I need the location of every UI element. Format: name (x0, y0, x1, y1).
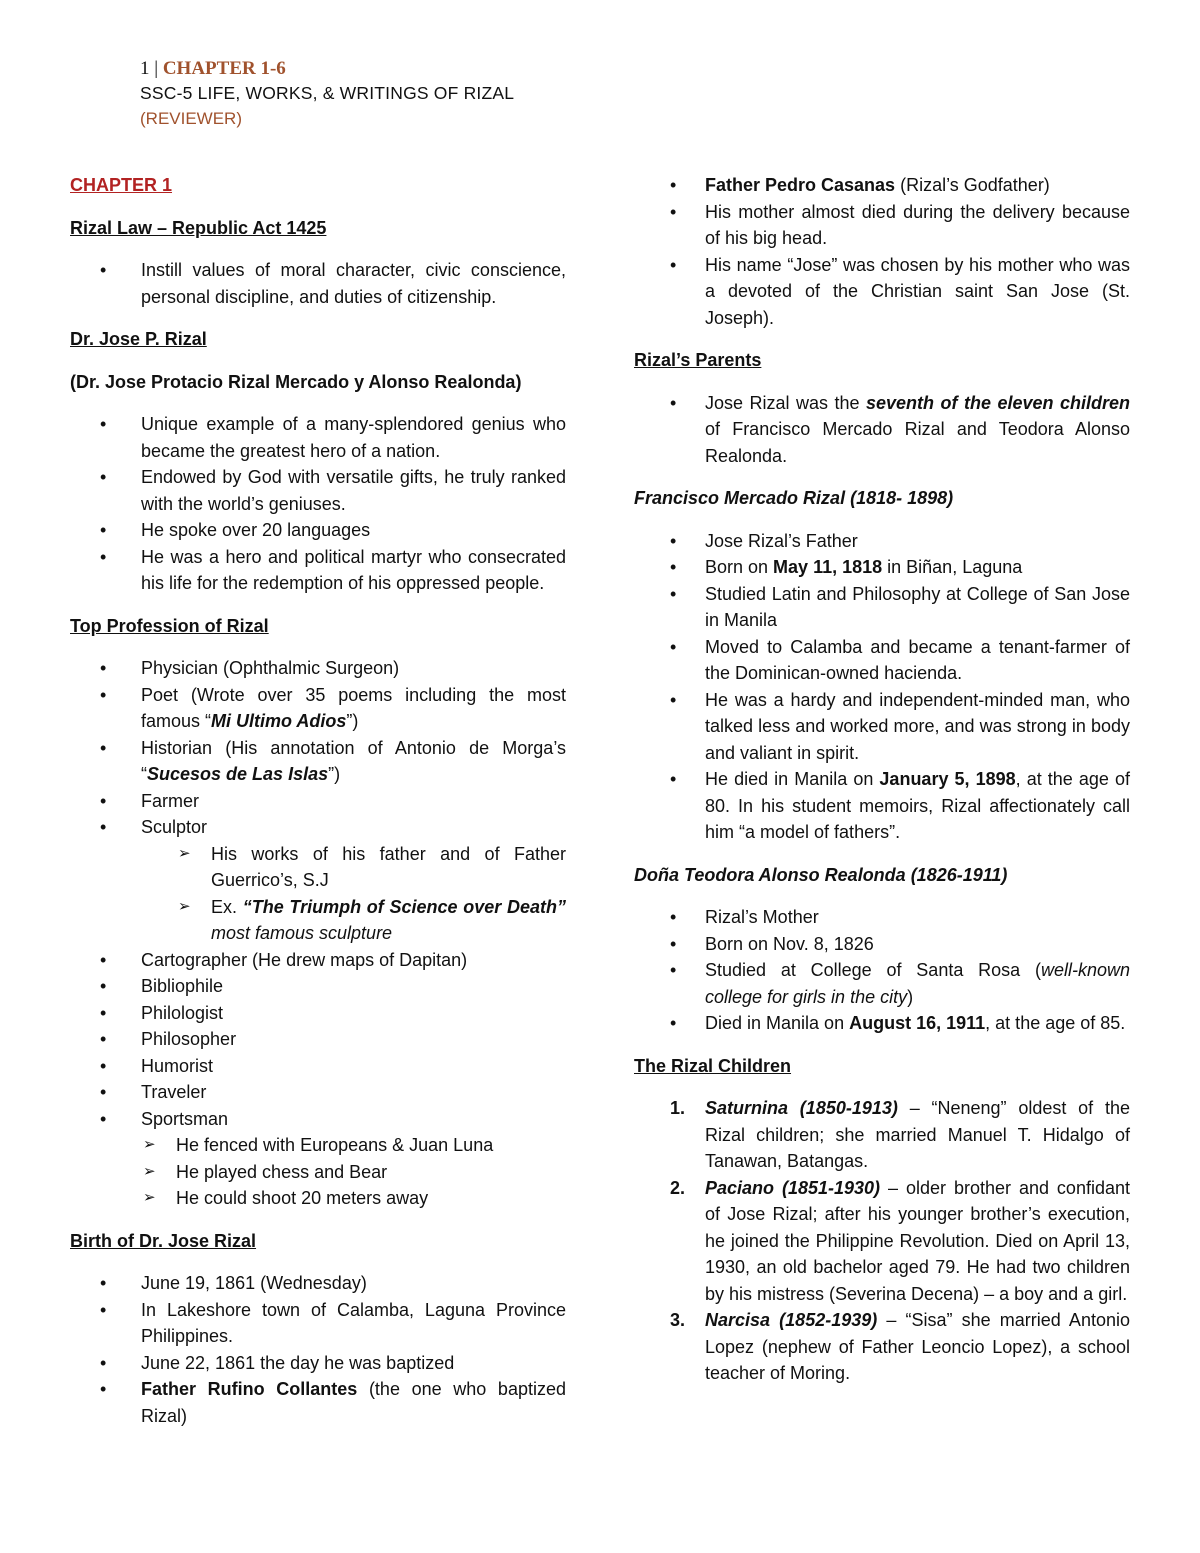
father-heading: Francisco Mercado Rizal (1818- 1898) (634, 488, 954, 508)
profession-heading: Top Profession of Rizal (70, 615, 269, 636)
died-text-end: , at the age of 85. (985, 1013, 1126, 1033)
chapter-heading: CHAPTER 1 (70, 175, 173, 195)
list-item: • He spoke over 20 languages (70, 517, 566, 544)
birth-list-continued (634, 172, 1130, 331)
parents-text: Jose Rizal was the (705, 392, 866, 413)
child-number: 3. (670, 1310, 686, 1330)
parents-emphasis: seventh of the eleven children (866, 392, 1130, 413)
died-text: He died in Manila on (705, 769, 880, 789)
sub-item: ➢ His works of his father and of Father Guerrico’s, S.J (141, 841, 566, 894)
parents-text-end: of Francisco Mercado Rizal and Teodora Alonso Realonda. (705, 419, 1130, 466)
rizal-law-heading: Rizal Law – Republic Act 1425 (70, 217, 327, 238)
parents-list (634, 390, 1130, 470)
mother-list (634, 904, 1130, 1037)
list-item (70, 1106, 566, 1212)
birth-heading: Birth of Dr. Jose Rizal (70, 1230, 257, 1251)
list-item: • Instill values of moral character, civic conscience, personal discipline, and duties of citizenship. (70, 257, 566, 310)
poet-text-end: ”) (346, 711, 359, 731)
list-item (70, 1376, 566, 1429)
page-number: 1 | (140, 58, 163, 79)
poem-title: Mi Ultimo Adios (211, 711, 347, 731)
parents-heading: Rizal’s Parents (634, 350, 762, 370)
chapter-range: CHAPTER 1-6 (162, 58, 286, 79)
list-item: • He was a hardy and independent-minded man, who talked less and worked more, and was strong in body and valiant in spirit. (634, 687, 1130, 767)
right-column (634, 172, 1130, 1387)
poet-text: Poet (Wrote over 35 poems including the most famous “ (141, 684, 566, 731)
header-title (140, 56, 514, 81)
list-item: • Jose Rizal’s Father (634, 528, 1130, 555)
list-item (70, 814, 566, 947)
list-item: • June 22, 1861 the day he was baptized (70, 1350, 566, 1377)
born-date: May 11, 1818 (773, 557, 883, 577)
sub-text-end: most famous sculpture (211, 923, 393, 943)
historian-text-end: ”) (328, 764, 341, 784)
reviewer-label: (REVIEWER) (140, 109, 242, 128)
sculpture-title: “The Triumph of Science over Death” (242, 896, 566, 917)
child-name: Paciano (1851-1930) (705, 1177, 881, 1198)
studied-text-end: ) (907, 986, 914, 1007)
list-item: • Rizal’s Mother (634, 904, 1130, 931)
born-place: in Biñan, Laguna (882, 557, 1023, 577)
dr-rizal-list (70, 411, 566, 597)
sub-item (141, 894, 566, 947)
child-desc: – “Neneng” oldest of the Rizal children; she married Manuel T. Hidalgo of Tanawan, Batangas. (705, 1098, 1130, 1171)
list-item: • Endowed by God with versatile gifts, he truly ranked with the world’s geniuses. (70, 464, 566, 517)
sculptor-text: Sculptor (141, 817, 208, 837)
list-item: • His mother almost died during the delivery because of his big head. (634, 199, 1130, 252)
sub-item: ➢ He played chess and Bear (141, 1159, 566, 1186)
rizal-law-list (70, 257, 566, 310)
list-item (634, 390, 1130, 470)
list-item (70, 735, 566, 788)
list-item: • In Lakeshore town of Calamba, Laguna Province Philippines. (70, 1297, 566, 1350)
list-item: • Moved to Calamba and became a tenant-farmer of the Dominican-owned hacienda. (634, 634, 1130, 687)
children-heading: The Rizal Children (634, 1055, 792, 1076)
list-item: • Farmer (70, 788, 566, 815)
list-item: • Cartographer (He drew maps of Dapitan) (70, 947, 566, 974)
child-item (634, 1095, 1130, 1175)
list-item: • Studied Latin and Philosophy at College of San Jose in Manila (634, 581, 1130, 634)
children-list (634, 1095, 1130, 1387)
list-item: • Philosopher (70, 1026, 566, 1053)
list-item: • Born on Nov. 8, 1826 (634, 931, 1130, 958)
sub-item: ➢ He could shoot 20 meters away (141, 1185, 566, 1212)
child-name: Narcisa (1852-1939) (705, 1310, 878, 1330)
child-name: Saturnina (1850-1913) (705, 1098, 898, 1118)
profession-list (70, 655, 566, 1212)
studied-emphasis: well-known college for girls in the city (705, 960, 1130, 1007)
list-item: • Traveler (70, 1079, 566, 1106)
historian-text: Historian (His annotation of Antonio de Morga’s “ (141, 737, 566, 784)
list-item (634, 554, 1130, 581)
list-item: • June 19, 1861 (Wednesday) (70, 1270, 566, 1297)
dr-rizal-heading: Dr. Jose P. Rizal (70, 329, 207, 349)
child-desc: – older brother and confidant of Jose Rizal; after his younger brother’s execution, he joined the Philippine Revolution. Died on April 13, 1930, an old bachelor aged 79. He had two children by his mistress (Severina Decena) – a boy and a girl. (705, 1177, 1130, 1304)
list-item: • He was a hero and political martyr who consecrated his life for the redemption of his oppressed people. (70, 544, 566, 597)
child-number: 2. (670, 1177, 686, 1198)
list-item (70, 682, 566, 735)
child-desc: – “Sisa” she married Antonio Lopez (nephew of Father Leoncio Lopez), a school teacher of Moring. (705, 1310, 1130, 1383)
mother-heading: Doña Teodora Alonso Realonda (1826-1911) (634, 864, 1008, 885)
full-name: (Dr. Jose Protacio Rizal Mercado y Alonso Realonda) (70, 371, 522, 392)
collantes-text: (the one who baptized Rizal) (141, 1379, 566, 1426)
sub-item: ➢ He fenced with Europeans & Juan Luna (141, 1132, 566, 1159)
studied-text: Studied at College of Santa Rosa ( (705, 960, 1041, 980)
list-item: • Physician (Ophthalmic Surgeon) (70, 655, 566, 682)
died-text-end: , at the age of 80. In his student memoirs, Rizal affectionately call him “a model of fathers”. (705, 769, 1130, 842)
sub-text: Ex. (211, 896, 243, 917)
list-item (634, 766, 1130, 846)
child-number: 1. (670, 1098, 686, 1118)
sculptor-sublist (141, 841, 566, 947)
father-list (634, 528, 1130, 846)
list-item: • Bibliophile (70, 973, 566, 1000)
child-item (634, 1307, 1130, 1387)
page-header (140, 56, 514, 131)
sportsman-text: Sportsman (141, 1108, 229, 1129)
died-date: August 16, 1911 (849, 1013, 986, 1033)
list-item (634, 172, 1130, 199)
course-title: SSC-5 LIFE, WORKS, & WRITINGS OF RIZAL (140, 83, 515, 103)
left-column (70, 172, 566, 1445)
sportsman-sublist (141, 1132, 566, 1212)
born-text: Born on (705, 557, 774, 577)
died-text: Died in Manila on (705, 1013, 850, 1033)
child-item (634, 1175, 1130, 1308)
list-item (634, 957, 1130, 1010)
book-title: Sucesos de Las Islas (147, 764, 329, 784)
collantes-name: Father Rufino Collantes (141, 1379, 358, 1399)
died-date: January 5, 1898 (879, 769, 1016, 789)
list-item: • Unique example of a many-splendored genius who became the greatest hero of a nation. (70, 411, 566, 464)
casanas-name: Father Pedro Casanas (705, 175, 896, 195)
list-item: • Humorist (70, 1053, 566, 1080)
birth-list (70, 1270, 566, 1429)
casanas-text: (Rizal’s Godfather) (895, 175, 1050, 195)
list-item: • Philologist (70, 1000, 566, 1027)
list-item (634, 1010, 1130, 1037)
list-item: • His name “Jose” was chosen by his mother who was a devoted of the Christian saint San Jose (St. Joseph). (634, 252, 1130, 332)
